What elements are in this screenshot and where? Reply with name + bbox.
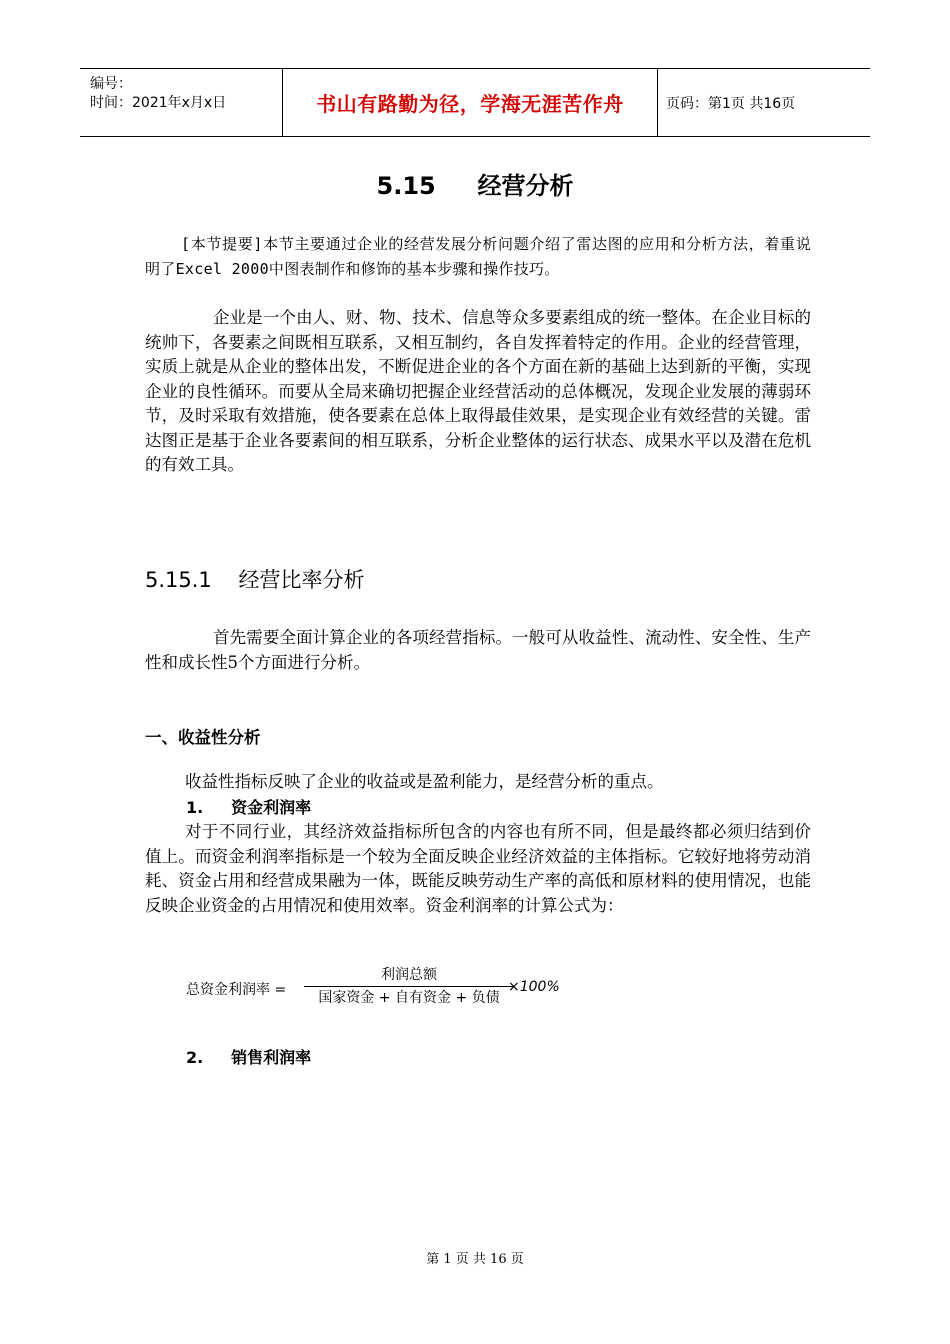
- intro-paragraph: 企业是一个由人、财、物、技术、信息等众多要素组成的统一整体。在企业目标的统帅下，各要素之间既相互联系，又相互制约，各自发挥着特定的作用。企业的经营管理，实质上就是从企业的整体出发，不断促进企业的各个方面在新的基础上达到新的平衡，实现企业的良性循环。而要从全局来确切把握企业经营活动的总体概况，发现企业发展的薄弱环节，及时采取有效措施，使各要素在总体上取得最佳效果，是实现企业有效经营的关键。雷达图正是基于企业各要素间的相互联系，分析企业整体的运行状态、成果水平以及潜在危机的有效工具。: [145, 308, 811, 474]
- page-title: 5.15 经营分析: [376, 172, 574, 200]
- subsection-paragraph: 收益性指标反映了企业的收益或是盈利能力，是经营分析的重点。: [185, 772, 664, 791]
- formula-numerator: 利润总额: [381, 967, 437, 983]
- section-summary: [本节提要]本节主要通过企业的经营发展分析问题介绍了雷达图的应用和分析方法，着重说明了Excel 2000中图表制作和修饰的基本步骤和操作技巧。: [145, 235, 811, 278]
- formula-fraction: [304, 964, 514, 1009]
- formula-lhs: 总资金利润率 =: [186, 982, 287, 998]
- item1-paragraph: 对于不同行业，其经济效益指标所包含的内容也有所不同，但是最终都必须归结到价值上。而资金利润率指标是一个较为全面反映企业经济效益的主体指标。它较好地将劳动消耗、资金占用和经营成果融为一体，既能反映劳动生产率的高低和原材料的使用情况，也能反映企业资金的占用情况和使用效率。资金利润率的计算公式为：: [145, 822, 811, 915]
- page-footer: 第 1 页 共 16 页: [426, 1252, 524, 1267]
- subsection-heading: 一、收益性分析: [145, 728, 261, 747]
- item-heading-2: 2. 销售利润率: [186, 1048, 312, 1067]
- section-heading: 5.15.1 经营比率分析: [145, 568, 365, 592]
- date-label: 时间：2021年x月x日: [90, 95, 227, 111]
- formula-rhs: ×100%: [508, 979, 560, 995]
- item-heading-1: 1. 资金利润率: [186, 798, 312, 817]
- header-motto: 书山有路勤为径，学海无涯苦作舟: [316, 92, 624, 116]
- page-header: [80, 68, 870, 137]
- header-page-info: 页码：第1页 共16页: [666, 95, 796, 112]
- number-label: 编号：: [90, 76, 132, 92]
- header-meta: [80, 69, 282, 136]
- section-paragraph: 首先需要全面计算企业的各项经营指标。一般可从收益性、流动性、安全性、生产性和成长性5个方面进行分析。: [145, 628, 811, 672]
- formula-denominator: 国家资金 + 自有资金 + 负债: [318, 990, 500, 1006]
- formula-capital-profit-rate: [186, 964, 586, 1012]
